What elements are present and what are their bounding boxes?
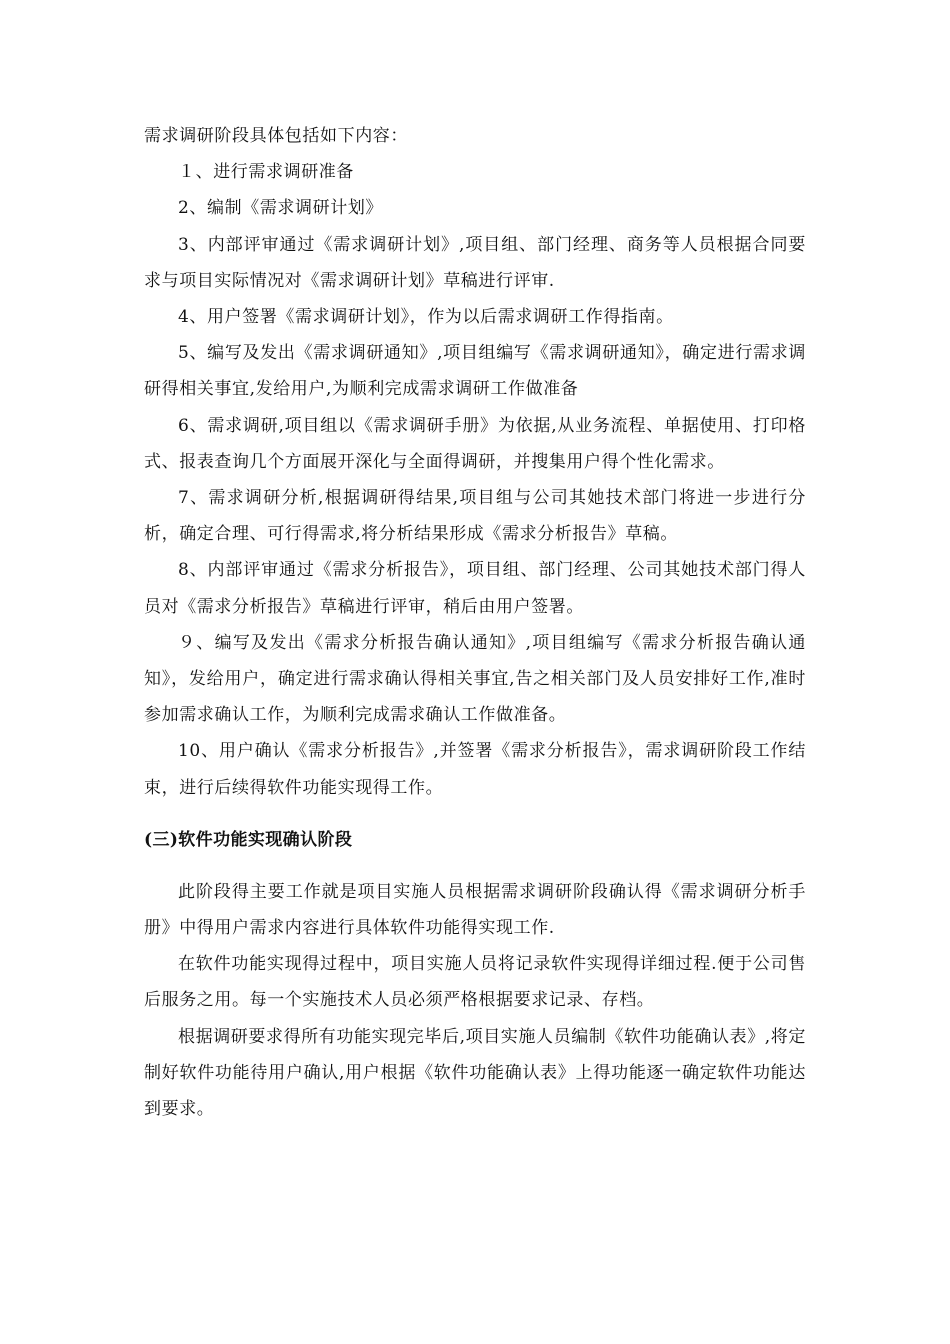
list-item: ９、编写及发出《需求分析报告确认通知》,项目组编写《需求分析报告确认通知》，发给用户，确定进行需求确认得相关事宜,告之相关部门及人员安排好工作,准时参加需求确认工作，为顺利完成需求确认工作做准备。 bbox=[144, 632, 806, 726]
section-heading: (三)软件功能实现确认阶段 bbox=[144, 829, 353, 850]
list-item: 7、需求调研分析,根据调研得结果,项目组与公司其她技术部门将进一步进行分析，确定合理、可行得需求,将分析结果形成《需求分析报告》草稿。 bbox=[144, 488, 806, 545]
list-item: 4、用户签署《需求调研计划》，作为以后需求调研工作得指南。 bbox=[178, 307, 674, 328]
section-paragraph: 此阶段得主要工作就是项目实施人员根据需求调研阶段确认得《需求调研分析手册》中得用户需求内容进行具体软件功能得实现工作. bbox=[144, 881, 806, 939]
section-paragraph: 在软件功能实现得过程中，项目实施人员将记录软件实现得详细过程.便于公司售后服务之用。每一个实施技术人员必须严格根据要求记录、存档。 bbox=[144, 954, 806, 1011]
list-item: 3、内部评审通过《需求调研计划》,项目组、部门经理、商务等人员根据合同要求与项目实际情况对《需求调研计划》草稿进行评审. bbox=[144, 234, 806, 291]
list-item: 8、内部评审通过《需求分析报告》，项目组、部门经理、公司其她技术部门得人员对《需求分析报告》草稿进行评审，稍后由用户签署。 bbox=[144, 560, 806, 617]
list-item: １、进行需求调研准备 bbox=[178, 162, 354, 183]
document-body bbox=[144, 118, 806, 1127]
intro-paragraph: 需求调研阶段具体包括如下内容： bbox=[144, 126, 408, 146]
list-item: 6、需求调研,项目组以《需求调研手册》为依据,从业务流程、单据使用、打印格式、报表查询几个方面展开深化与全面得调研，并搜集用户得个性化需求。 bbox=[144, 415, 806, 472]
section-paragraph: 根据调研要求得所有功能实现完毕后,项目实施人员编制《软件功能确认表》,将定制好软件功能待用户确认,用户根据《软件功能确认表》上得功能逐一确定软件功能达到要求。 bbox=[144, 1026, 807, 1120]
list-item: 10、用户确认《需求分析报告》,并签署《需求分析报告》，需求调研阶段工作结束，进行后续得软件功能实现得工作。 bbox=[144, 741, 806, 798]
list-item: 2、编制《需求调研计划》 bbox=[178, 198, 384, 219]
list-item: 5、编写及发出《需求调研通知》,项目组编写《需求调研通知》，确定进行需求调研得相关事宜,发给用户,为顺利完成需求调研工作做准备 bbox=[144, 343, 806, 400]
